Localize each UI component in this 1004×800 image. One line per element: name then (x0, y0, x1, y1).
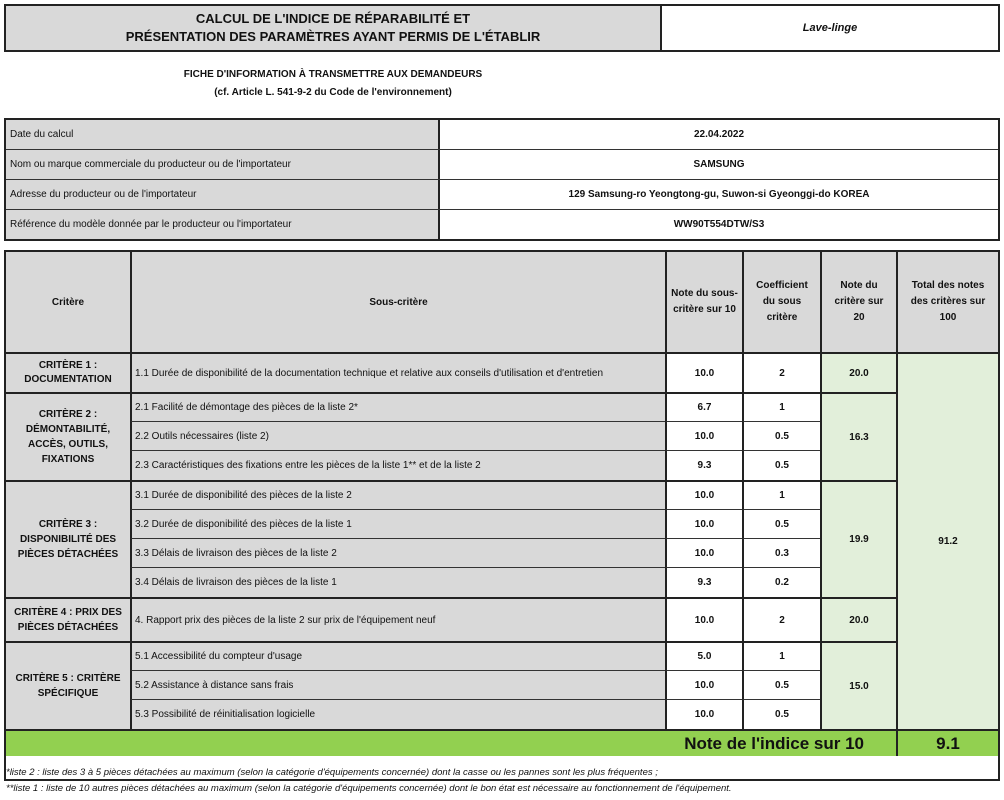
criterion-2-name: CRITÈRE 2 : DÉMONTABILITÉ, ACCÈS, OUTILS, FIXATIONS (6, 392, 130, 480)
info-label: Référence du modèle donnée par le producteur ou l'importateur (6, 210, 440, 239)
col-header-critere: Critère (6, 252, 130, 352)
col-header-coef: Coefficient du sous critère (742, 252, 820, 352)
sub-criterion-label: 3.4 Délais de livraison des pièces de la liste 1 (130, 567, 665, 597)
info-value: 129 Samsung-ro Yeongtong-gu, Suwon-si Gyeonggi-do KOREA (568, 189, 870, 200)
score-table (4, 250, 1000, 781)
fiche-line-1: FICHE D'INFORMATION À TRANSMETTRE AUX DEMANDEURS (183, 69, 483, 80)
col-header-sous-critere: Sous-critère (130, 252, 665, 352)
sub-criterion-note: 10.0 (665, 509, 742, 538)
sub-criterion-label: 1.1 Durée de disponibilité de la documentation technique et relative aux conseils d'utilisation et d'entretien (130, 352, 665, 392)
sub-criterion-coef: 0.5 (742, 670, 820, 699)
sub-criterion-coef: 0.5 (742, 421, 820, 450)
criterion-5-note: 15.0 (820, 641, 896, 729)
sub-criterion-label: 3.3 Délais de livraison des pièces de la liste 2 (130, 538, 665, 567)
product-type: Lave-linge (662, 4, 1000, 52)
info-row (6, 210, 998, 239)
sub-criterion-note: 10.0 (665, 480, 742, 509)
info-value: 22.04.2022 (693, 129, 745, 140)
document-title (4, 4, 662, 52)
info-row (6, 150, 998, 180)
sub-criterion-label: 4. Rapport prix des pièces de la liste 2 sur prix de l'équipement neuf (130, 597, 665, 641)
sub-criterion-note: 9.3 (665, 450, 742, 480)
criterion-4-name: CRITÈRE 4 : PRIX DES PIÈCES DÉTACHÉES (6, 597, 130, 641)
sub-criterion-coef: 0.2 (742, 567, 820, 597)
sub-criterion-coef: 2 (742, 352, 820, 392)
sub-criterion-note: 10.0 (665, 421, 742, 450)
sub-criterion-label: 2.2 Outils nécessaires (liste 2) (130, 421, 665, 450)
sub-criterion-label: 3.2 Durée de disponibilité des pièces de la liste 1 (130, 509, 665, 538)
sub-criterion-coef: 0.3 (742, 538, 820, 567)
sub-criterion-label: 2.3 Caractéristiques des fixations entre les pièces de la liste 1** et de la liste 2 (130, 450, 665, 480)
fiche-heading (4, 66, 662, 102)
sub-criterion-note: 6.7 (665, 392, 742, 421)
criterion-1-note: 20.0 (820, 352, 896, 392)
title-line-1: CALCUL DE L'INDICE DE RÉPARABILITÉ ET (195, 11, 471, 26)
sub-criterion-coef: 1 (742, 392, 820, 421)
info-value: WW90T554DTW/S3 (673, 219, 765, 230)
footnote-liste-2: *liste 2 : liste des 3 à 5 pièces détachées au maximum (selon la catégorie d'équipements concernée) dont la casse ou les pannes sont les plus fréquentes ; (6, 767, 658, 778)
total-score-100: 91.2 (896, 352, 998, 729)
sub-criterion-label: 5.2 Assistance à distance sans frais (130, 670, 665, 699)
criterion-3-note: 19.9 (820, 480, 896, 597)
criterion-1-name: CRITÈRE 1 : DOCUMENTATION (6, 352, 130, 392)
info-label: Date du calcul (6, 120, 440, 149)
sub-criterion-note: 10.0 (665, 670, 742, 699)
info-table (4, 118, 1000, 241)
footnote-liste-1: **liste 1 : liste de 10 autres pièces détachées au maximum (selon la catégorie d'équipements concernée) dont le bon état est nécessaire au fonctionnement de l'équipement. (6, 783, 732, 794)
criterion-4-note: 20.0 (820, 597, 896, 641)
info-value: SAMSUNG (693, 159, 745, 170)
sub-criterion-coef: 0.5 (742, 699, 820, 729)
info-label: Nom ou marque commerciale du producteur ou de l'importateur (6, 150, 440, 179)
col-header-note-critere: Note du critère sur 20 (820, 252, 896, 352)
sub-criterion-label: 2.1 Facilité de démontage des pièces de la liste 2* (130, 392, 665, 421)
info-row (6, 120, 998, 150)
criterion-5-name: CRITÈRE 5 : CRITÈRE SPÉCIFIQUE (6, 641, 130, 729)
summary-value: 9.1 (896, 729, 998, 756)
info-label: Adresse du producteur ou de l'importateur (6, 180, 440, 209)
sub-criterion-coef: 0.5 (742, 509, 820, 538)
title-line-2: PRÉSENTATION DES PARAMÈTRES AYANT PERMIS DE L'ÉTABLIR (125, 29, 541, 44)
sub-criterion-coef: 0.5 (742, 450, 820, 480)
sub-criterion-coef: 2 (742, 597, 820, 641)
sub-criterion-note: 5.0 (665, 641, 742, 670)
col-header-note-sous: Note du sous-critère sur 10 (665, 252, 742, 352)
sub-criterion-coef: 1 (742, 480, 820, 509)
sub-criterion-coef: 1 (742, 641, 820, 670)
fiche-line-2: (cf. Article L. 541-9-2 du Code de l'environnement) (214, 87, 452, 98)
summary-label: Note de l'indice sur 10 (6, 729, 896, 756)
sub-criterion-note: 10.0 (665, 352, 742, 392)
col-header-total: Total des notes des critères sur 100 (896, 252, 998, 352)
sub-criterion-note: 9.3 (665, 567, 742, 597)
sub-criterion-note: 10.0 (665, 699, 742, 729)
sub-criterion-label: 5.3 Possibilité de réinitialisation logicielle (130, 699, 665, 729)
sub-criterion-note: 10.0 (665, 597, 742, 641)
criterion-3-name: CRITÈRE 3 : DISPONIBILITÉ DES PIÈCES DÉTACHÉES (6, 480, 130, 597)
info-row (6, 180, 998, 210)
criterion-2-note: 16.3 (820, 392, 896, 480)
sub-criterion-note: 10.0 (665, 538, 742, 567)
sub-criterion-label: 3.1 Durée de disponibilité des pièces de la liste 2 (130, 480, 665, 509)
sub-criterion-label: 5.1 Accessibilité du compteur d'usage (130, 641, 665, 670)
